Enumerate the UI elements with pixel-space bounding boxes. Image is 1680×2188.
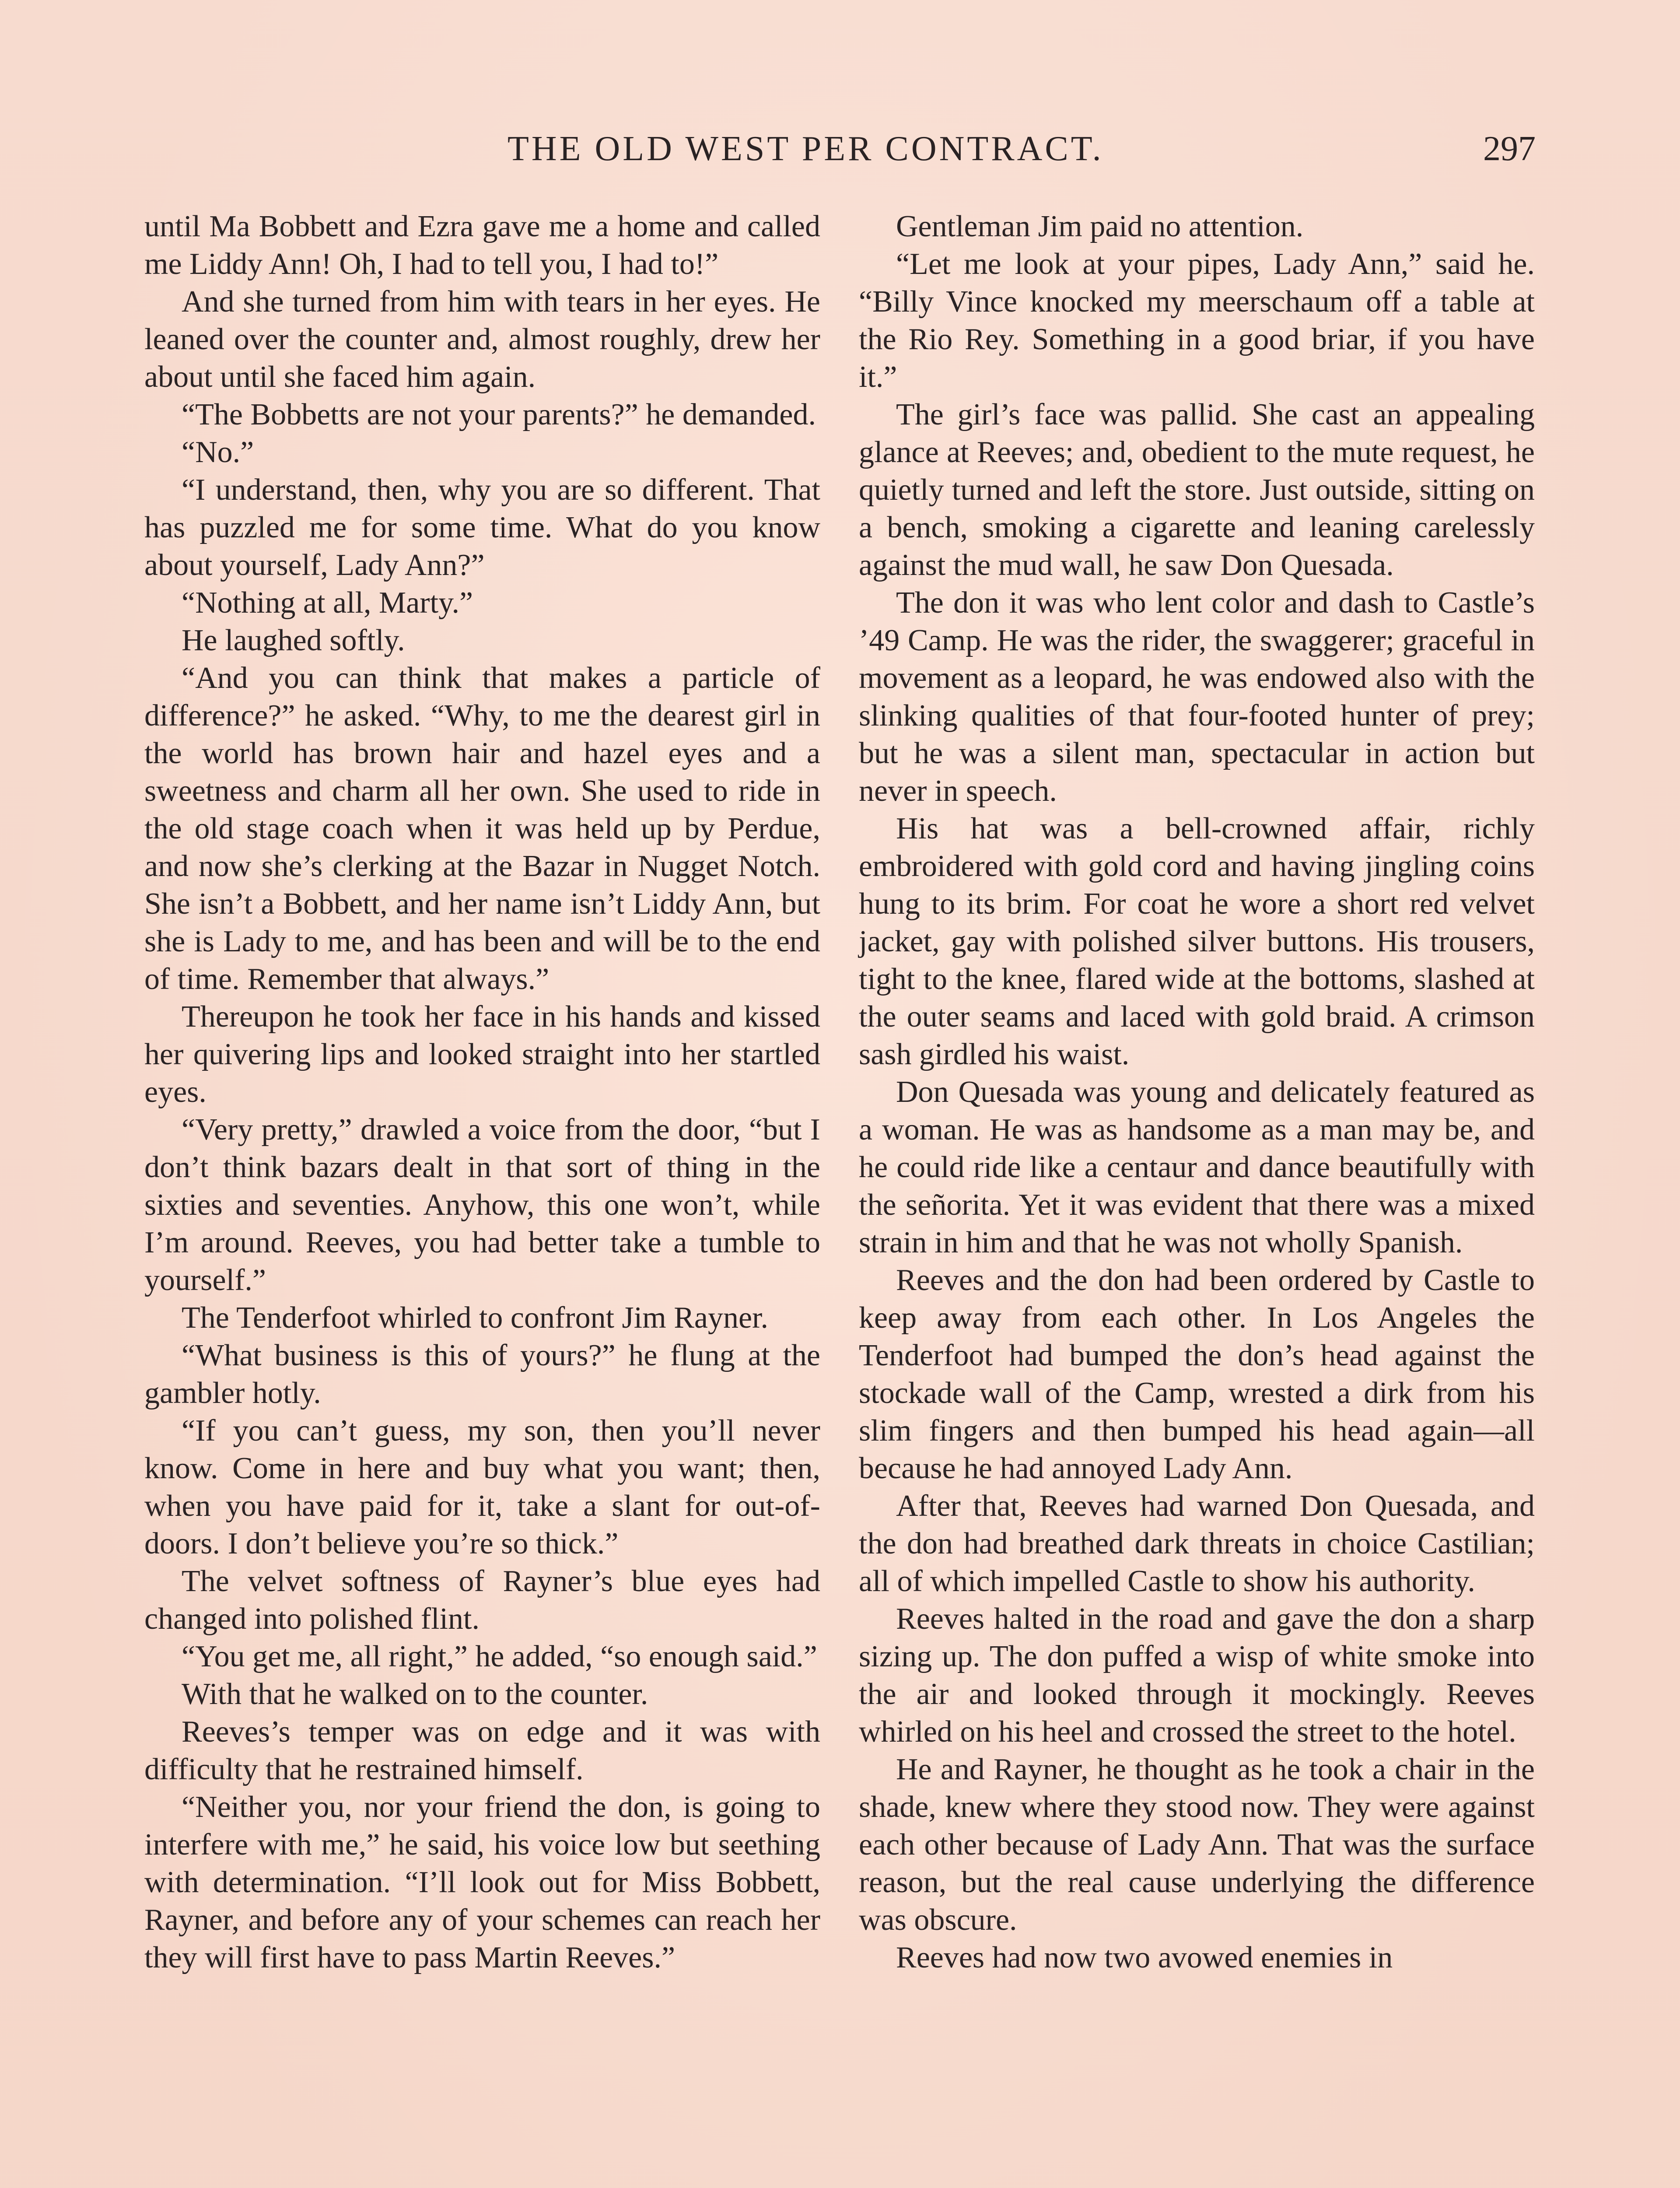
paragraph: “And you can think that makes a particle of difference?” he asked. “Why, to me the dearest girl in the world has brown hair and hazel eyes and a sweetness and charm all her own. She used to ride in the old stage coach when it was held up by Perdue, and now she’s clerking at the Bazar in Nugget Notch. She isn’t a Bobbett, and her name isn’t Liddy Ann, but she is Lady to me, and has been and will be to the end of time. Remember that always.”	[144, 661, 820, 996]
paragraph: The velvet softness of Rayner’s blue eyes had changed into polished flint.	[144, 1564, 820, 1636]
right-column	[859, 208, 1535, 1977]
paragraph: With that he walked on to the counter.	[182, 1677, 648, 1711]
paragraph: Don Quesada was young and delicately featured as a woman. He was as handsome as a man may be, and he could ride like a centaur and dance beautifully with the señorita. Yet it was evident that there was a mixed strain in him and that he was not wholly Spanish.	[859, 1075, 1535, 1259]
paragraph: The don it was who lent color and dash to Castle’s ’49 Camp. He was the rider, the swaggerer; graceful in movement as a leopard, he was endowed also with the slinking qualities of that four-footed hunter of prey; but he was a silent man, spectacular in action but never in speech.	[859, 586, 1535, 808]
running-title: THE OLD WEST PER CONTRACT.	[508, 130, 1104, 168]
paragraph: “Very pretty,” drawled a voice from the door, “but I don’t think bazars dealt in that sort of thing in the sixties and seventies. Anyhow, this one won’t, while I’m around. Reeves, you had better take a tumble to yourself.”	[144, 1113, 820, 1297]
paragraph: “No.”	[182, 435, 254, 469]
paragraph: “Neither you, nor your friend the don, is going to interfere with me,” he said, his voice low but seething with determination. “I’ll look out for Miss Bobbett, Rayner, and before any of your schemes can reach her they will first have to pass Martin Reeves.”	[144, 1790, 820, 1974]
paragraph: And she turned from him with tears in her eyes. He leaned over the counter and, almost roughly, drew her about until she faced him again.	[144, 285, 820, 394]
paragraph: The Tenderfoot whirled to confront Jim Rayner.	[182, 1301, 768, 1335]
paragraph: Reeves had now two avowed enemies in	[896, 1941, 1393, 1974]
paragraph: “What business is this of yours?” he flung at the gambler hotly.	[144, 1339, 820, 1410]
paragraph: until Ma Bobbett and Ezra gave me a home and called me Liddy Ann! Oh, I had to tell you, I had to!”	[144, 210, 820, 281]
paragraph: After that, Reeves had warned Don Quesada, and the don had breathed dark threats in choice Castilian; all of which impelled Castle to show his authority.	[859, 1489, 1535, 1598]
paragraph: “Nothing at all, Marty.”	[182, 586, 473, 620]
paragraph: “The Bobbetts are not your parents?” he demanded.	[182, 398, 816, 431]
paragraph: Reeves’s temper was on edge and it was with difficulty that he restrained himself.	[144, 1715, 820, 1786]
paragraph: “Let me look at your pipes, Lady Ann,” said he. “Billy Vince knocked my meerschaum off a table at the Rio Rey. Something in a good briar, if you have it.”	[859, 247, 1535, 394]
page-number: 297	[1483, 130, 1536, 168]
paragraph: Thereupon he took her face in his hands and kissed her quivering lips and looked straight into her startled eyes.	[144, 1000, 820, 1109]
paragraph: The girl’s face was pallid. She cast an appealing glance at Reeves; and, obedient to the mute request, he quietly turned and left the store. Just outside, sitting on a bench, smoking a cigarette and leaning carelessly against the mud wall, he saw Don Quesada.	[859, 398, 1535, 582]
paragraph: Reeves halted in the road and gave the don a sharp sizing up. The don puffed a wisp of white smoke into the air and looked through it mockingly. Reeves whirled on his heel and crossed the street to the hotel.	[859, 1602, 1535, 1749]
paragraph: “You get me, all right,” he added, “so enough said.”	[182, 1640, 817, 1673]
paragraph: His hat was a bell-crowned affair, richly embroidered with gold cord and having jingling coins hung to its brim. For coat he wore a short red velvet jacket, gay with polished silver buttons. His trousers, tight to the knee, flared wide at the bottoms, slashed at the outer seams and laced with gold braid. A crimson sash girdled his waist.	[859, 812, 1535, 1071]
paragraph: He and Rayner, he thought as he took a chair in the shade, knew where they stood now. They were against each other because of Lady Ann. That was the surface reason, but the real cause underlying the difference was obscure.	[859, 1753, 1535, 1937]
paragraph: He laughed softly.	[182, 624, 405, 657]
paragraph: “I understand, then, why you are so different. That has puzzled me for some time. What do you know about yourself, Lady Ann?”	[144, 473, 820, 582]
paragraph: “If you can’t guess, my son, then you’ll never know. Come in here and buy what you want; then, when you have paid for it, take a slant for out-of-doors. I don’t believe you’re so thick.”	[144, 1414, 820, 1560]
paragraph: Reeves and the don had been ordered by Castle to keep away from each other. In Los Angeles the Tenderfoot had bumped the don’s head against the stockade wall of the Camp, wrested a dirk from his slim fingers and then bumped his head again—all because he had annoyed Lady Ann.	[859, 1263, 1535, 1485]
left-column	[144, 208, 820, 1977]
paragraph: Gentleman Jim paid no attention.	[896, 210, 1304, 243]
